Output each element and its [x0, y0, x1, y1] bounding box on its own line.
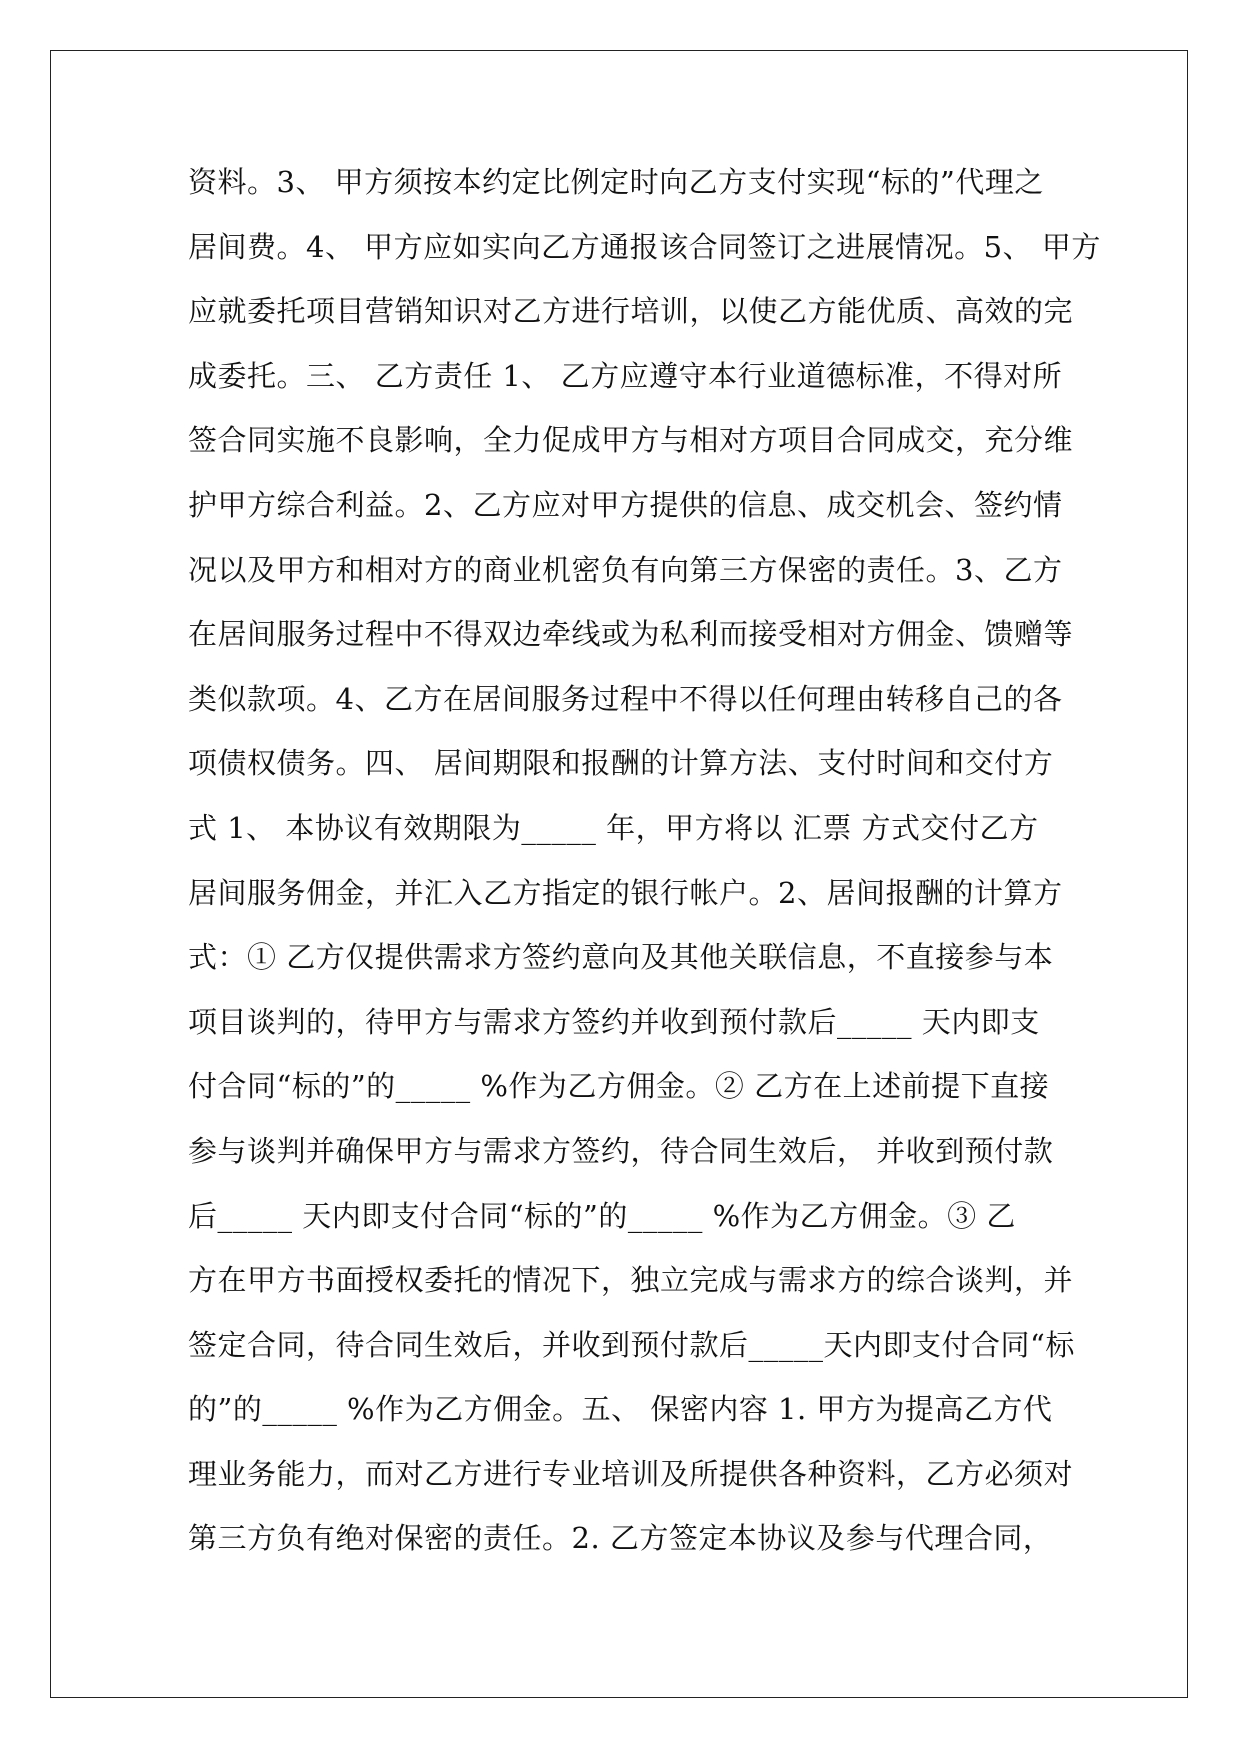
text-line-18: 方在甲方书面授权委托的情况下，独立完成与需求方的综合谈判，并	[188, 1263, 1074, 1298]
text-line-8: 在居间服务过程中不得双边牵线或为私利而接受相对方佣金、馈赠等	[188, 617, 1074, 652]
text-line-19: 签定合同，待合同生效后，并收到预付款后_____天内即支付合同“标	[188, 1327, 1075, 1362]
text-line-16: 参与谈判并确保甲方与需求方签约，待合同生效后， 并收到预付款	[188, 1133, 1054, 1168]
text-line-15: 付合同“标的”的_____ %作为乙方佣金。② 乙方在上述前提下直接	[188, 1069, 1050, 1104]
text-line-5: 签合同实施不良影响，全力促成甲方与相对方项目合同成交，充分维	[188, 423, 1074, 458]
text-line-14: 项目谈判的，待甲方与需求方签约并收到预付款后_____ 天内即支	[188, 1004, 1040, 1039]
text-line-2: 居间费。4、 甲方应如实向乙方通报该合同签订之进展情况。5、 甲方	[188, 229, 1101, 264]
text-line-12: 居间服务佣金，并汇入乙方指定的银行帐户。2、居间报酬的计算方	[188, 875, 1063, 910]
text-line-10: 项债权债务。四、 居间期限和报酬的计算方法、支付时间和交付方	[188, 746, 1054, 781]
text-line-22: 第三方负有绝对保密的责任。2. 乙方签定本协议及参与代理合同，	[188, 1521, 1053, 1556]
text-line-1: 资料。3、 甲方须按本约定比例定时向乙方支付实现“标的”代理之	[188, 165, 1044, 199]
text-line-13: 式：① 乙方仅提供需求方签约意向及其他关联信息，不直接参与本	[188, 940, 1054, 975]
text-line-17: 后_____ 天内即支付合同“标的”的_____ %作为乙方佣金。③ 乙	[188, 1198, 1016, 1233]
document-body	[188, 160, 1101, 1581]
text-line-7: 况以及甲方和相对方的商业机密负有向第三方保密的责任。3、乙方	[188, 552, 1063, 587]
text-line-9: 类似款项。4、乙方在居间服务过程中不得以任何理由转移自己的各	[188, 681, 1063, 716]
text-line-3: 应就委托项目营销知识对乙方进行培训，以使乙方能优质、高效的完	[188, 294, 1074, 329]
text-line-4: 成委托。三、 乙方责任 1、 乙方应遵守本行业道德标准，不得对所	[188, 358, 1063, 393]
text-line-6: 护甲方综合利益。2、乙方应对甲方提供的信息、成交机会、签约情	[188, 487, 1063, 522]
text-line-21: 理业务能力，而对乙方进行专业培训及所提供各种资料，乙方必须对	[188, 1456, 1074, 1491]
text-line-11: 式 1、 本协议有效期限为_____ 年，甲方将以 汇票 方式交付乙方	[188, 810, 1039, 845]
text-line-20: 的”的_____ %作为乙方佣金。五、 保密内容 1. 甲方为提高乙方代	[188, 1392, 1053, 1427]
